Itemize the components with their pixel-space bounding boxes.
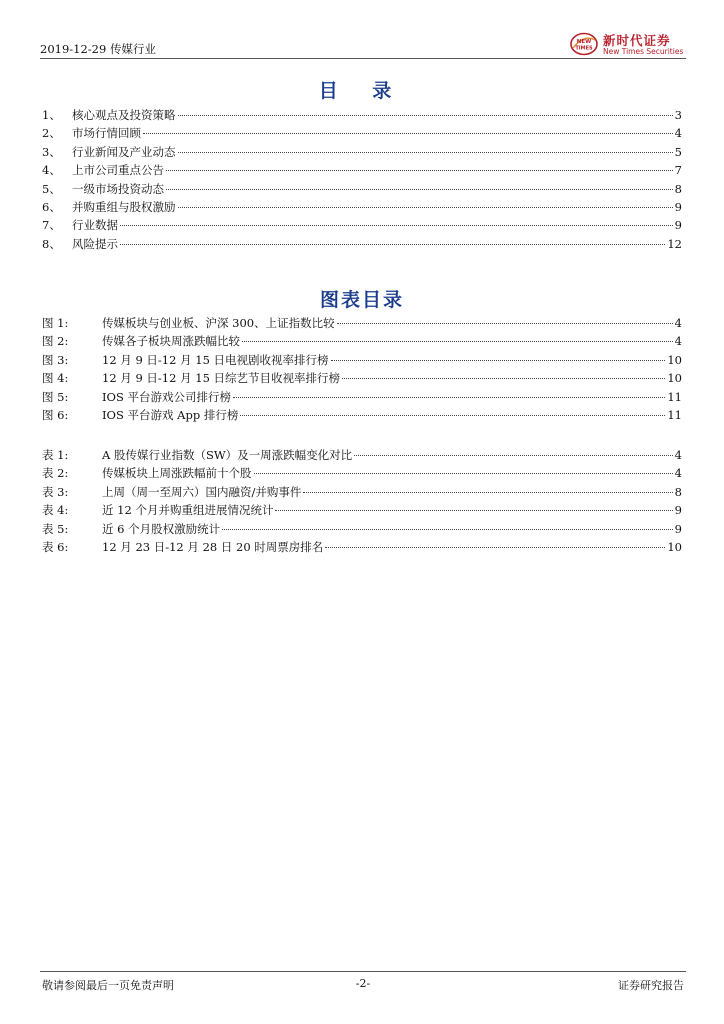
figure-item-page: 4 <box>674 334 682 349</box>
figure-item-page: 11 <box>667 389 682 404</box>
footer-disclaimer-note: 敬请参阅最后一页免责声明 <box>42 979 174 992</box>
toc-item-page: 9 <box>674 199 682 214</box>
table-item-label: 传媒板块上周涨跌幅前十个股 <box>102 466 252 481</box>
toc-item-number: 4、 <box>42 163 61 178</box>
figure-leader-dots <box>342 378 665 379</box>
table-item[interactable] <box>42 502 682 520</box>
toc-item[interactable] <box>42 144 682 162</box>
figure-item-label: 12 月 9 日-12 月 15 日综艺节目收视率排行榜 <box>102 371 341 386</box>
toc-item[interactable] <box>42 236 682 254</box>
figure-item[interactable] <box>42 407 682 425</box>
table-item-label: 12 月 23 日-12 月 28 日 20 时周票房排名 <box>102 539 324 554</box>
toc-item[interactable] <box>42 217 682 235</box>
logo-text-cn: 新时代证券 <box>603 33 671 48</box>
table-item-number: 表 3: <box>42 484 69 499</box>
table-item-label: 近 6 个月股权激励统计 <box>102 521 221 536</box>
figure-item-number: 图 5: <box>42 389 69 404</box>
toc-item-label: 上市公司重点公告 <box>72 163 164 178</box>
figure-item-label: 12 月 9 日-12 月 15 日电视剧收视率排行榜 <box>102 352 329 367</box>
toc-item-page: 5 <box>674 144 682 159</box>
table-item[interactable] <box>42 484 682 502</box>
toc-title: 目 录 <box>318 80 406 102</box>
figure-item[interactable] <box>42 389 682 407</box>
table-item-page: 9 <box>674 521 682 536</box>
toc-item-page: 4 <box>674 126 682 141</box>
table-leader-dots <box>275 510 672 511</box>
table-item-number: 表 2: <box>42 466 69 481</box>
table-item-page: 4 <box>674 448 682 462</box>
figure-item-number: 图 6: <box>42 407 69 422</box>
toc-leader-dots <box>120 244 665 245</box>
table-leader-dots <box>222 529 673 530</box>
figure-item-number: 图 3: <box>42 352 69 367</box>
figure-leader-dots <box>242 341 673 342</box>
table-leader-dots <box>354 455 673 456</box>
figure-item-label: 传媒各子板块周涨跌幅比较 <box>102 334 240 349</box>
toc-leader-dots <box>143 133 673 134</box>
table-item-page: 4 <box>674 466 682 481</box>
figure-item-number: 图 4: <box>42 371 69 386</box>
toc-item-number: 3、 <box>42 144 61 159</box>
toc-leader-dots <box>166 170 673 171</box>
toc-leader-dots <box>120 225 673 226</box>
table-item-page: 10 <box>667 539 682 554</box>
figure-list <box>42 315 682 425</box>
table-item[interactable] <box>42 539 682 557</box>
table-item[interactable] <box>42 465 682 483</box>
svg-text:NEW: NEW <box>576 39 592 45</box>
toc-item-label: 一级市场投资动态 <box>72 181 164 196</box>
toc-item-page: 8 <box>674 181 682 196</box>
toc-item-number: 1、 <box>42 108 61 122</box>
table-leader-dots <box>254 473 673 474</box>
table-item-page: 9 <box>674 503 682 518</box>
toc-leader-dots <box>178 207 673 208</box>
toc-item-page: 9 <box>674 218 682 233</box>
toc-list <box>42 107 682 254</box>
toc-item-page: 12 <box>667 236 682 251</box>
toc-item-number: 7、 <box>42 218 61 233</box>
table-item[interactable] <box>42 521 682 539</box>
toc-item-label: 核心观点及投资策略 <box>72 108 176 122</box>
toc-leader-dots <box>166 189 673 190</box>
toc-item-label: 行业新闻及产业动态 <box>72 144 176 159</box>
page-header <box>40 30 686 60</box>
table-item-label: 上周（周一至周六）国内融资/并购事件 <box>102 484 302 499</box>
figure-leader-dots <box>240 415 665 416</box>
toc-item-label: 行业数据 <box>72 218 118 233</box>
table-item-number: 表 5: <box>42 521 69 536</box>
toc-item-page: 3 <box>674 108 682 122</box>
toc-leader-dots <box>178 115 673 116</box>
table-item-number: 表 1: <box>42 448 69 462</box>
brand-logo <box>570 30 686 58</box>
table-item-number: 表 6: <box>42 539 69 554</box>
table-item-number: 表 4: <box>42 503 69 518</box>
figure-item-page: 10 <box>667 371 682 386</box>
figure-leader-dots <box>331 360 666 361</box>
header-divider <box>40 58 686 59</box>
toc-item[interactable] <box>42 125 682 143</box>
figure-item-page: 11 <box>667 407 682 422</box>
figure-item[interactable] <box>42 315 682 333</box>
toc-item-number: 2、 <box>42 126 61 141</box>
table-leader-dots <box>325 547 665 548</box>
footer-page-number: -2- <box>355 977 371 990</box>
figure-item-label: IOS 平台游戏 App 排行榜 <box>102 407 239 422</box>
figure-item-label: IOS 平台游戏公司排行榜 <box>102 389 232 404</box>
logo-text-en: New Times Securities <box>603 47 684 56</box>
header-date-title: 2019-12-29 传媒行业 <box>40 42 156 56</box>
table-list <box>42 447 682 557</box>
toc-item-number: 6、 <box>42 199 61 214</box>
table-item-label: 近 12 个月并购重组进展情况统计 <box>102 503 274 518</box>
figure-item-label: 传媒板块与创业板、沪深 300、上证指数比较 <box>102 316 335 330</box>
footer-divider <box>40 971 686 972</box>
figure-leader-dots <box>337 323 673 324</box>
figure-item[interactable] <box>42 370 682 388</box>
figure-leader-dots <box>233 397 665 398</box>
table-leader-dots <box>303 492 672 493</box>
toc-item[interactable] <box>42 181 682 199</box>
figure-item-number: 图 1: <box>42 316 69 330</box>
toc-item-label: 并购重组与股权激励 <box>72 199 176 214</box>
logo-mark-icon <box>570 32 598 56</box>
figure-item-page: 4 <box>674 316 682 330</box>
toc-item-number: 8、 <box>42 236 61 251</box>
figure-item[interactable] <box>42 333 682 351</box>
toc-item[interactable] <box>42 162 682 180</box>
figure-list-title: 图表目录 <box>319 289 404 311</box>
figure-item-page: 10 <box>667 352 682 367</box>
table-item[interactable] <box>42 447 682 465</box>
toc-item[interactable] <box>42 107 682 125</box>
figure-item[interactable] <box>42 352 682 370</box>
toc-item[interactable] <box>42 199 682 217</box>
svg-text:TIMES: TIMES <box>575 45 593 52</box>
figure-item-number: 图 2: <box>42 334 69 349</box>
table-item-label: A 股传媒行业指数（SW）及一周涨跌幅变化对比 <box>102 448 353 462</box>
table-item-page: 8 <box>674 484 682 499</box>
toc-item-label: 风险提示 <box>72 236 118 251</box>
toc-item-number: 5、 <box>42 181 61 196</box>
toc-item-page: 7 <box>674 163 682 178</box>
toc-item-label: 市场行情回顾 <box>72 126 141 141</box>
toc-leader-dots <box>178 152 673 153</box>
footer-report-type: 证券研究报告 <box>618 979 684 992</box>
